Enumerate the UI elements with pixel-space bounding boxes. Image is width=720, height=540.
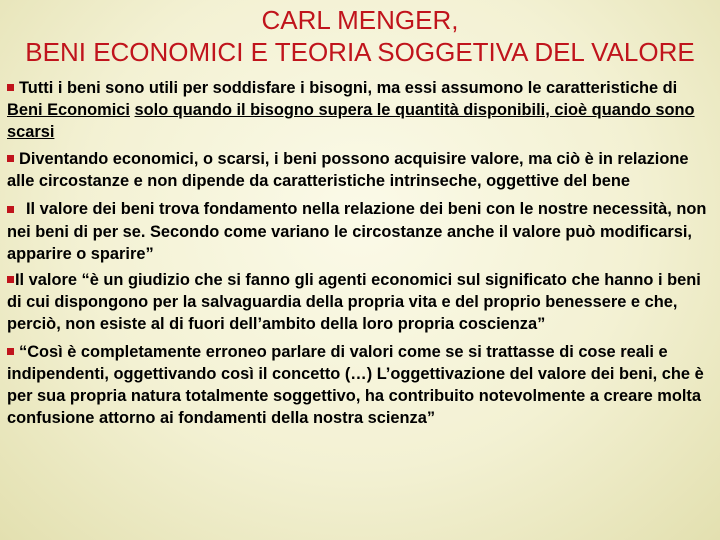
bullet-4-text: Il valore “è un giudizio che si fanno gli agenti economici sul significato che hanno i beni di cui dispongono per la salvaguardia della propria vita e del proprio benessere e che, perciò, non esiste al di fuori dell’ambito della loro propria coscienza”: [7, 270, 701, 333]
bullet-1-scarcity-clause: solo quando il bisogno supera le quantità disponibili, cioè quando sono scarsi: [7, 101, 695, 142]
square-bullet-icon: [7, 84, 14, 91]
square-bullet-icon: [7, 206, 14, 213]
square-bullet-icon: [7, 276, 14, 283]
bullet-3-text: Il valore dei beni trova fondamento nella relazione dei beni con le nostre necessità, non nei beni di per se. Secondo come variano le circostanze anche il valore può modificarsi, apparire o sparire”: [7, 200, 707, 263]
square-bullet-icon: [7, 155, 14, 162]
slide-title: [0, 4, 720, 68]
slide-body: [7, 77, 711, 429]
title-line-1: CARL MENGER,: [261, 5, 459, 35]
bullet-item-1: [7, 77, 711, 143]
square-bullet-icon: [7, 348, 14, 355]
bullet-5-text: “Così è completamente erroneo parlare di valori come se si trattasse di cose reali e indipendenti, oggettivando così il concetto (…) L’oggettivazione del valore dei beni, che è per sua propria natura totalmente soggettivo, ha contribuito notevolmente a creare molta confusione attorno ai fondamenti della nostra scienza”: [7, 343, 704, 428]
bullet-item-4: [7, 269, 711, 335]
bullet-1-beni-economici: Beni Economici: [7, 101, 130, 120]
bullet-item-5: [7, 341, 711, 429]
bullet-1-text-a: Tutti i beni sono utili per soddisfare i bisogni, ma essi assumono le caratteristiche di: [19, 79, 678, 97]
title-line-2: BENI ECONOMICI E TEORIA SOGGETIVA DEL VALORE: [25, 37, 695, 67]
bullet-item-3: [7, 198, 711, 264]
bullet-item-2: [7, 148, 711, 192]
bullet-2-text: Diventando economici, o scarsi, i beni possono acquisire valore, ma ciò è in relazione alle circostanze e non dipende da caratteristiche intrinseche, oggettive del bene: [7, 150, 689, 191]
